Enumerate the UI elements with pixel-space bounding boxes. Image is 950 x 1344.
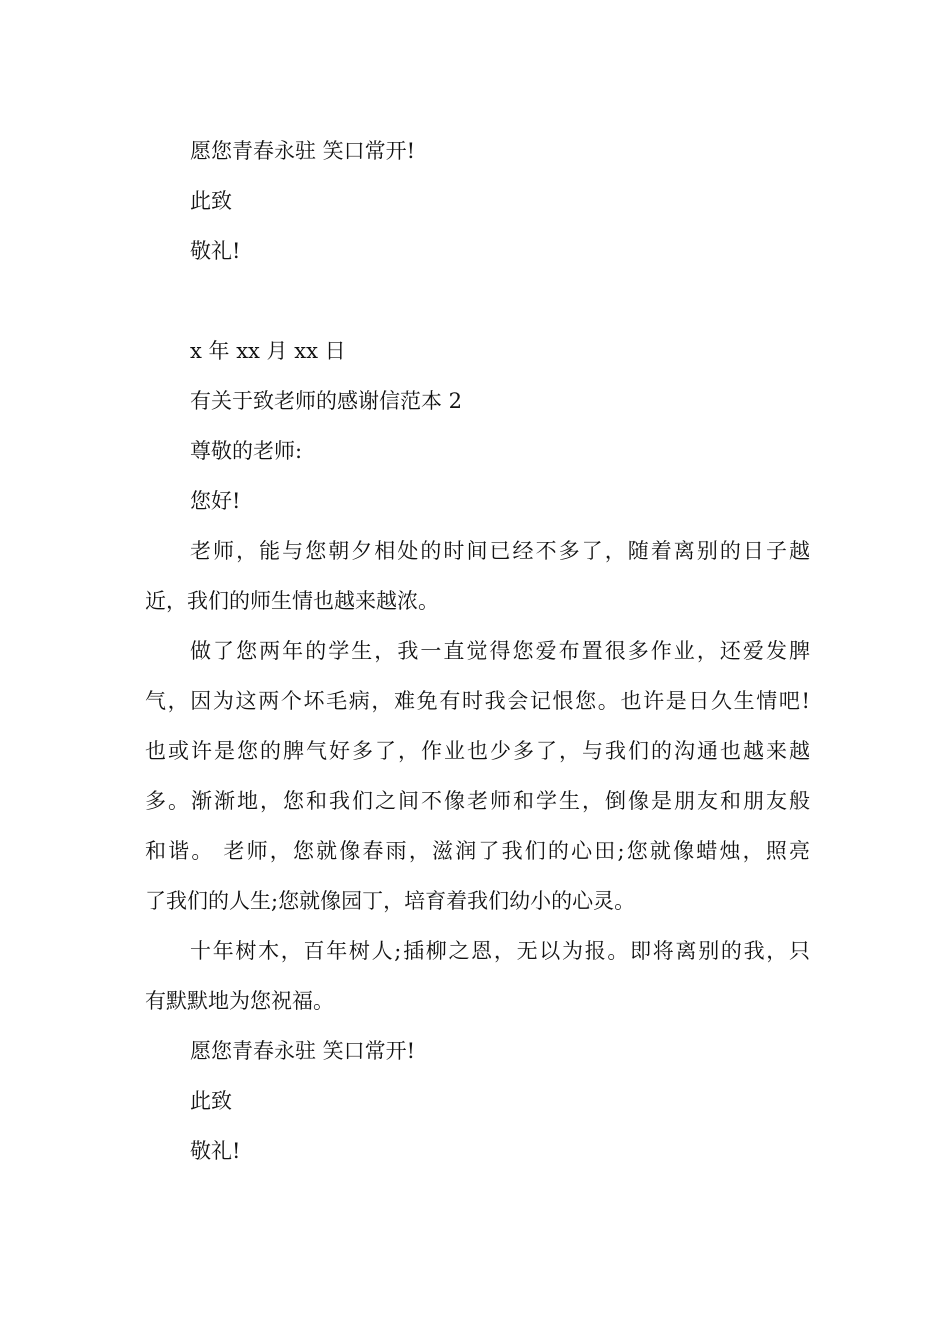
closing-jing-li: 敬礼! [190, 239, 241, 263]
letter-jing-li: 敬礼! [190, 1139, 241, 1163]
letter-ci-zhi: 此致 [190, 1089, 232, 1113]
paragraph-2-line-6: 了我们的人生;您就像园丁，培育着我们幼小的心灵。 [145, 889, 636, 913]
closing-date: x 年 xx 月 xx 日 [190, 339, 346, 363]
paragraph-2-line-4: 多。渐渐地，您和我们之间不像老师和学生，倒像是朋友和朋友般 [145, 789, 810, 813]
paragraph-2-line-5: 和谐。 老师，您就像春雨，滋润了我们的心田;您就像蜡烛，照亮 [145, 839, 810, 863]
letter-salutation: 尊敬的老师: [190, 439, 303, 463]
paragraph-2-line-1: 做了您两年的学生，我一直觉得您爱布置很多作业，还爱发脾 [190, 639, 810, 663]
paragraph-1-line-1: 老师，能与您朝夕相处的时间已经不多了，随着离别的日子越 [190, 539, 810, 563]
paragraph-2-line-3: 也或许是您的脾气好多了，作业也少多了，与我们的沟通也越来越 [145, 739, 810, 763]
letter-wish: 愿您青春永驻 笑口常开! [190, 1039, 416, 1063]
paragraph-1-line-2: 近，我们的师生情也越来越浓。 [145, 589, 439, 613]
letter-greeting: 您好! [190, 489, 241, 513]
paragraph-3-line-2: 有默默地为您祝福。 [145, 989, 334, 1013]
paragraph-3-line-1: 十年树木，百年树人;插柳之恩，无以为报。即将离别的我，只 [190, 939, 810, 963]
letter-title: 有关于致老师的感谢信范本 2 [190, 389, 463, 413]
closing-ci-zhi: 此致 [190, 189, 232, 213]
paragraph-2-line-2: 气，因为这两个坏毛病，难免有时我会记恨您。也许是日久生情吧! [145, 689, 810, 713]
closing-wish: 愿您青春永驻 笑口常开! [190, 139, 416, 163]
